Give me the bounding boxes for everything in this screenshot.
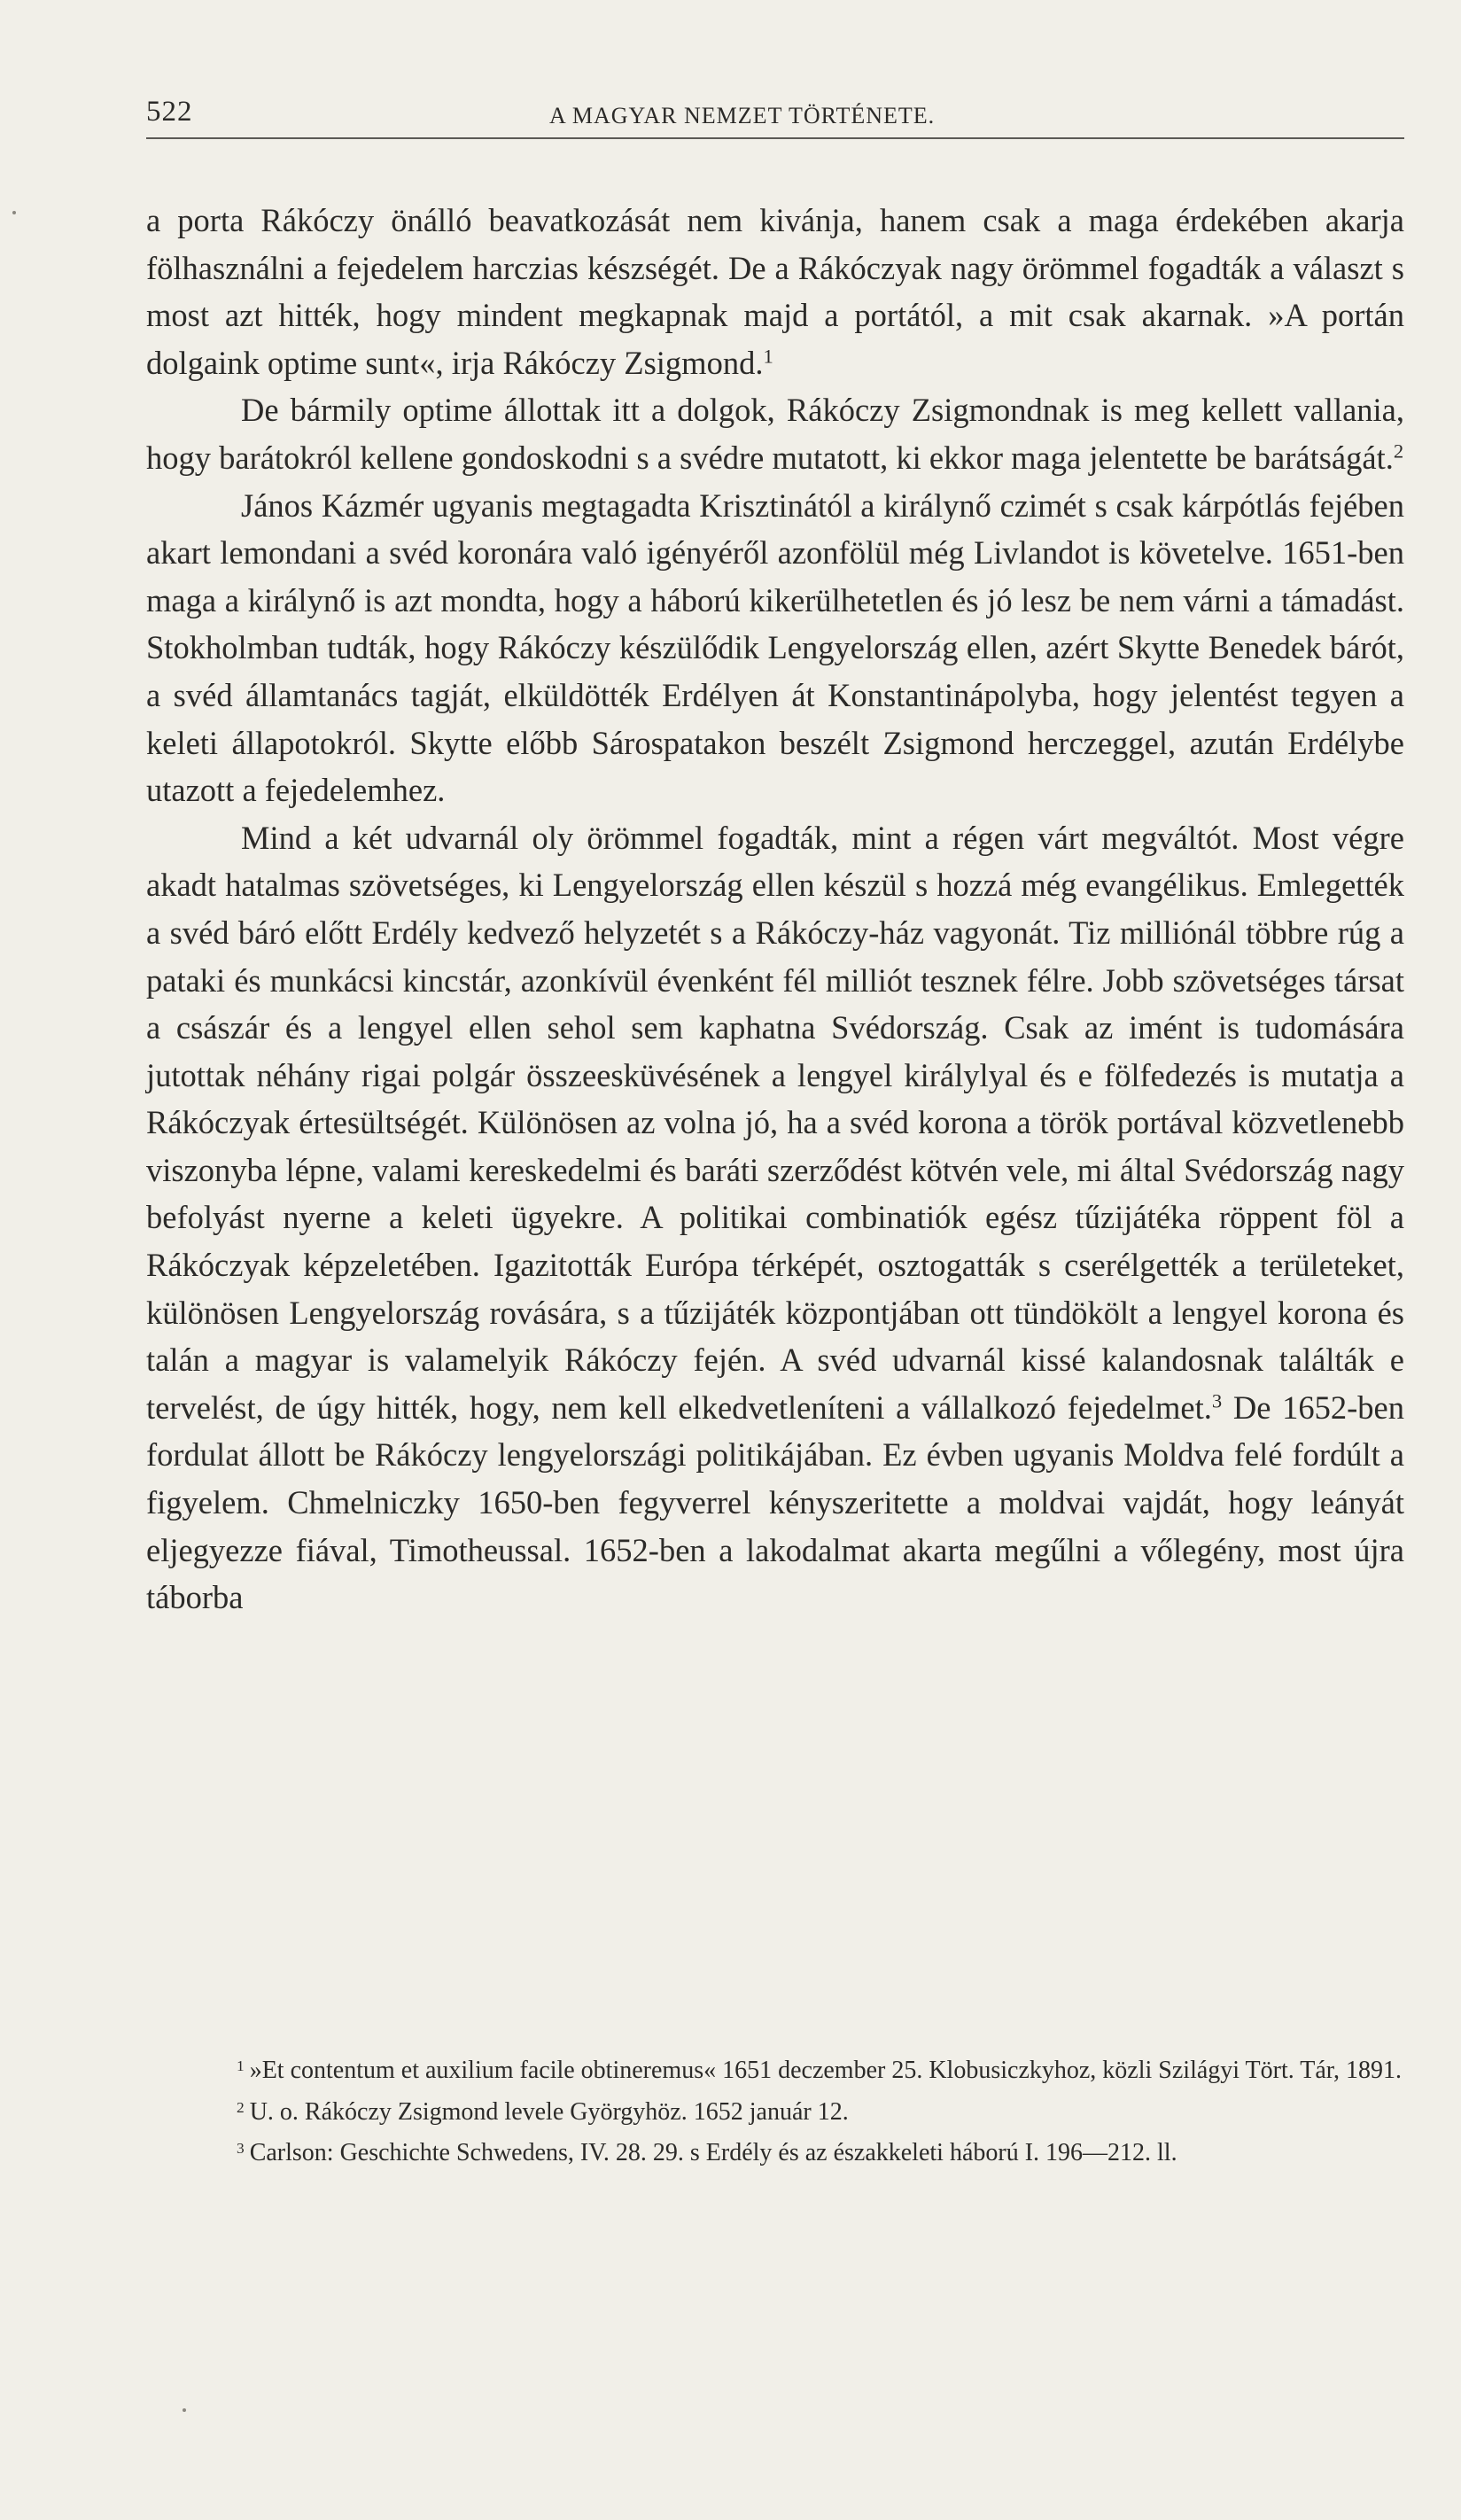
footnote	[146, 2096, 1404, 2129]
paragraph-text: Mind a két udvarnál oly örömmel fogadták, mint a régen várt megváltót. Most végre akadt hatalmas szövetséges, ki Lengyelország ellen készül s hozzá még evangélikus. Emlegették a svéd báró előtt Erdély kedvező helyzetét s a Rákóczy-ház vagyonát. Tiz milliónál többre rúg a pataki és munkácsi kincstár, azonkívül évenként fél milliót tesznek félre. Jobb szövetséges társat a császár és a lengyel ellen sehol sem kaphatna Svédország. Csak az imént is tudomására jutottak néhány rigai polgár összeesküvésének a lengyel királylyal és e fölfedezés is mutatja a Rákóczyak értesültségét. Különösen az volna jó, ha a svéd korona a török portával közvetlenebb viszonyba lépne, valami kereskedelmi és baráti szerződést kötvén vele, mi által Svédország nagy befolyást nyerne a keleti ügyekre. A politikai combinatiók egész tűzijátéka röppent föl a Rákóczyak képzeletében. Igazitották Európa térképét, osztogatták s cserélgették a területeket, különösen Lengyelország rovására, s a tűzijáték központjában ott tündökölt a lengyel korona és talán a magyar is valamelyik Rákóczy fején. A svéd udvarnál kissé kalandosnak találták e tervelést, de úgy hitték, hogy, nem kell elkedvetleníteni a vállalkozó fejedelmet.	[146, 819, 1404, 1426]
paragraph	[146, 386, 1404, 481]
paper-speck	[183, 2408, 186, 2412]
footnote-ref: 1	[763, 345, 773, 368]
footnote	[146, 2054, 1404, 2088]
footnote-text: Carlson: Geschichte Schwedens, IV. 28. 29. s Erdély és az északkeleti háború I. 196—212. ll.	[249, 2139, 1177, 2166]
footnote-ref: 3	[1211, 1389, 1223, 1412]
footnote-mark: 3	[237, 2140, 245, 2158]
footnotes	[146, 2054, 1404, 2178]
running-head	[146, 96, 1404, 135]
paragraph-text: De bármily optime állottak itt a dolgok, Rákóczy Zsigmondnak is meg kellett vallania, hogy barátokról kellene gondoskodni s a svédre mutatott, ki ekkor maga jelentette be barátságát.	[146, 392, 1404, 476]
paragraph-text: De 1652-ben fordulat állott be Rákóczy lengyelországi politikájában. Ez évben ugyanis Moldva felé fordúlt a figyelem. Chmelniczky 1650-ben fegyverrel kényszeritette a moldvai vajdát, hogy leányát eljegyezze fiával, Timotheussal. 1652-ben a lakodalmat akarta megűlni a vőlegény, most újra táborba	[146, 1388, 1404, 1616]
footnote-mark: 1	[237, 2057, 245, 2075]
footnote-text: U. o. Rákóczy Zsigmond levele Györgyhöz. 1652 január 12.	[249, 2097, 849, 2126]
paragraph-text: János Kázmér ugyanis megtagadta Krisztinától a királynő czimét s csak kárpótlás fejében akart lemondani a svéd koronára való igényéről azonfölül még Livlandot is követelve. 1651-ben maga a királynő is azt mondta, hogy a háború kikerülhetetlen és jó lesz be nem várni a támadást. Stokholmban tudták, hogy Rákóczy készülődik Lengyelország ellen, azért Skytte Benedek bárót, a svéd államtanács tagját, elküldötték Erdélyen át Konstantinápolyba, hogy jelentést tegyen a keleti állapotokról. Skytte előbb Sárospatakon beszélt Zsigmond herczeggel, azután Erdélybe utazott a fejedelemhez.	[146, 486, 1404, 809]
paragraph-text: a porta Rákóczy önálló beavatkozását nem kivánja, hanem csak a maga érdekében akarja fölhasználni a fejedelem harczias készségét. De a Rákóczyak nagy örömmel fogadták a választ s most azt hitték, hogy mindent megkapnak majd a portától, a mit csak akarnak. »A portán dolgaink optime sunt«, irja Rákóczy Zsigmond.	[146, 202, 1404, 381]
paper-speck	[12, 211, 16, 214]
body-text	[146, 197, 1404, 1622]
footnote-ref: 2	[1393, 439, 1404, 463]
page-number: 522	[146, 96, 193, 128]
paragraph	[146, 482, 1404, 814]
paragraph	[146, 197, 1404, 386]
header-rule	[146, 137, 1404, 139]
footnote	[146, 2136, 1404, 2170]
footnote-text: »Et contentum et auxilium facile obtineremus« 1651 deczember 25. Klobusiczkyhoz, közli Szilágyi Tört. Tár, 1891.	[249, 2057, 1402, 2084]
paragraph	[146, 814, 1404, 1622]
footnote-mark: 2	[237, 2098, 245, 2116]
running-title: A MAGYAR NEMZET TÖRTÉNETE.	[549, 103, 936, 128]
